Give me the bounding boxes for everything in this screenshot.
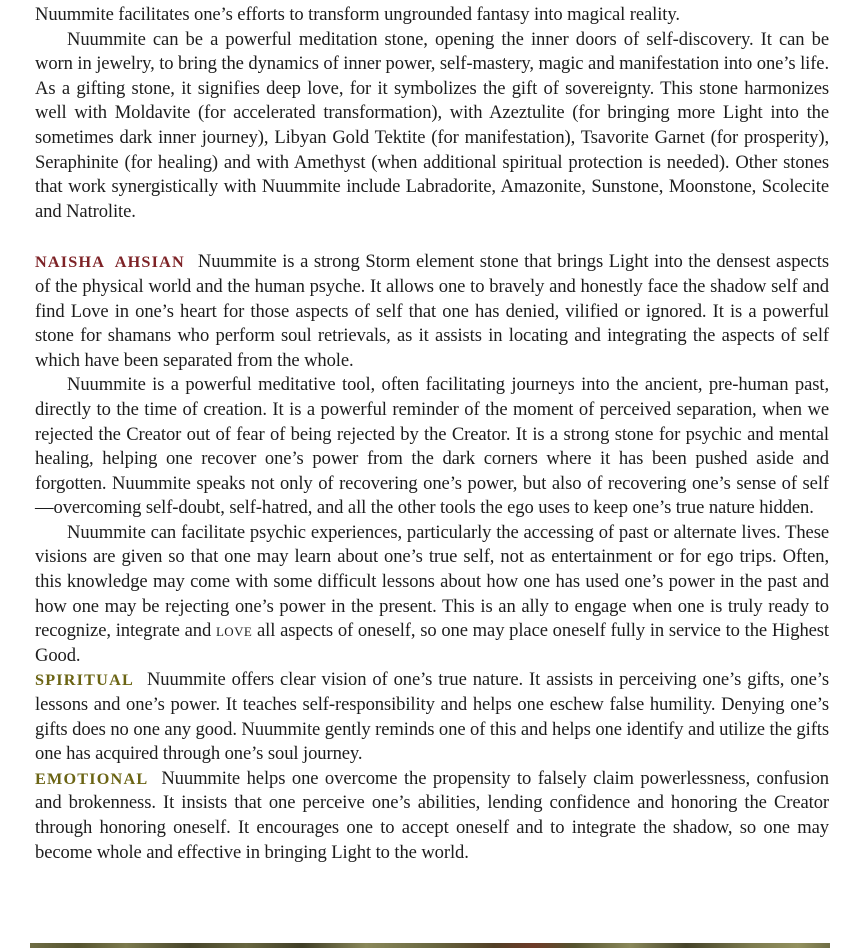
spiritual-section-paragraph xyxy=(35,668,829,766)
love-smallcaps-word: love xyxy=(215,620,253,642)
intro-closing-line: Nuummite facilitates one’s efforts to transform ungrounded fantasy into magical reality. xyxy=(35,4,680,25)
emotional-label: EMOTIONAL xyxy=(35,769,149,788)
naisha-ahsian-label: NAISHA AHSIAN xyxy=(35,253,185,272)
psychic-paragraph-after-love: all aspects of oneself, so one may place oneself fully in service to the Highest Good. xyxy=(35,620,829,666)
naisha-section-paragraph-3 xyxy=(35,521,829,669)
emotional-paragraph-text: Nuummite helps one overcome the propensity to falsely claim powerlessness, confusion and brokenness. It insists that one perceive one’s abilities, lending confidence and honoring the Creator through honoring oneself. It encourages one to accept oneself and to integrate the shadow, so one may become whole and effective in bringing Light to the world. xyxy=(35,767,829,863)
emotional-section-paragraph xyxy=(35,767,829,865)
naisha-paragraph-1-text: Nuummite is a strong Storm element stone that brings Light into the densest aspects of the physical world and the human psyche. It allows one to bravely and honestly face the shadow self and find Love in one’s heart for those aspects of self that one has denied, vilified or ignored. It is a powerful stone for shamans who perform soul retrievals, as it assists in locating and integrating the aspects of self which have been separated from the whole. xyxy=(35,251,829,371)
stone-photo-top-edge xyxy=(30,943,830,948)
synergy-paragraph: Nuummite can be a powerful meditation stone, opening the inner doors of self-discovery. It can be worn in jewelry, to bring the dynamics of inner power, self-mastery, magic and manifestation into one’s life. As a gifting stone, it signifies deep love, for it symbolizes the gift of sovereignty. This stone harmonizes well with Moldavite (for accelerated transformation), with Azeztulite (for bringing more Light into the sometimes dark inner journey), Libyan Gold Tektite (for manifestation), Tsavorite Garnet (for prosperity), Seraphinite (for healing) and with Amethyst (when additional spiritual protection is needed). Other stones that work synergistically with Nuummite include Labradorite, Amazonite, Sunstone, Moonstone, Scolecite and Natrolite. xyxy=(35,28,829,222)
naisha-section-paragraph-2: Nuummite is a powerful meditative tool, often facilitating journeys into the ancient, pre-human past, directly to the time of creation. It is a powerful reminder of the moment of perceived separation, when we rejected the Creator out of fear of being rejected by the Creator. It is a strong stone for psychic and mental healing, helping one recover one’s power from the dark corners where it has been pushed aside and forgotten. Nuummite speaks not only of recovering one’s power, but also of recovering one’s sense of self—overcoming self-doubt, self-hatred, and all the other tools the ego uses to keep one’s true nature hidden. xyxy=(35,374,829,519)
spiritual-label: SPIRITUAL xyxy=(35,671,134,690)
naisha-section-paragraph-1 xyxy=(35,250,829,373)
spiritual-paragraph-text: Nuummite offers clear vision of one’s true nature. It assists in perceiving one’s gifts, one’s lessons and one’s power. It teaches self-responsibility and helps one eschew false humility. Denying one’s gifts does no one any good. Nuummite gently reminds one of this and helps one identify and utilize the gifts one has acquired through one’s soul journey. xyxy=(35,669,829,765)
psychic-paragraph-before-love: Nuummite can facilitate psychic experiences, particularly the accessing of past or alternate lives. These visions are given so that one may learn about one’s true self, not as entertainment or for ego trips. Often, this knowledge may come with some difficult lessons about how one has used one’s power in the past and how one may be rejecting one’s power in the present. This is an ally to engage when one is truly ready to recognize, integrate and xyxy=(35,521,829,642)
